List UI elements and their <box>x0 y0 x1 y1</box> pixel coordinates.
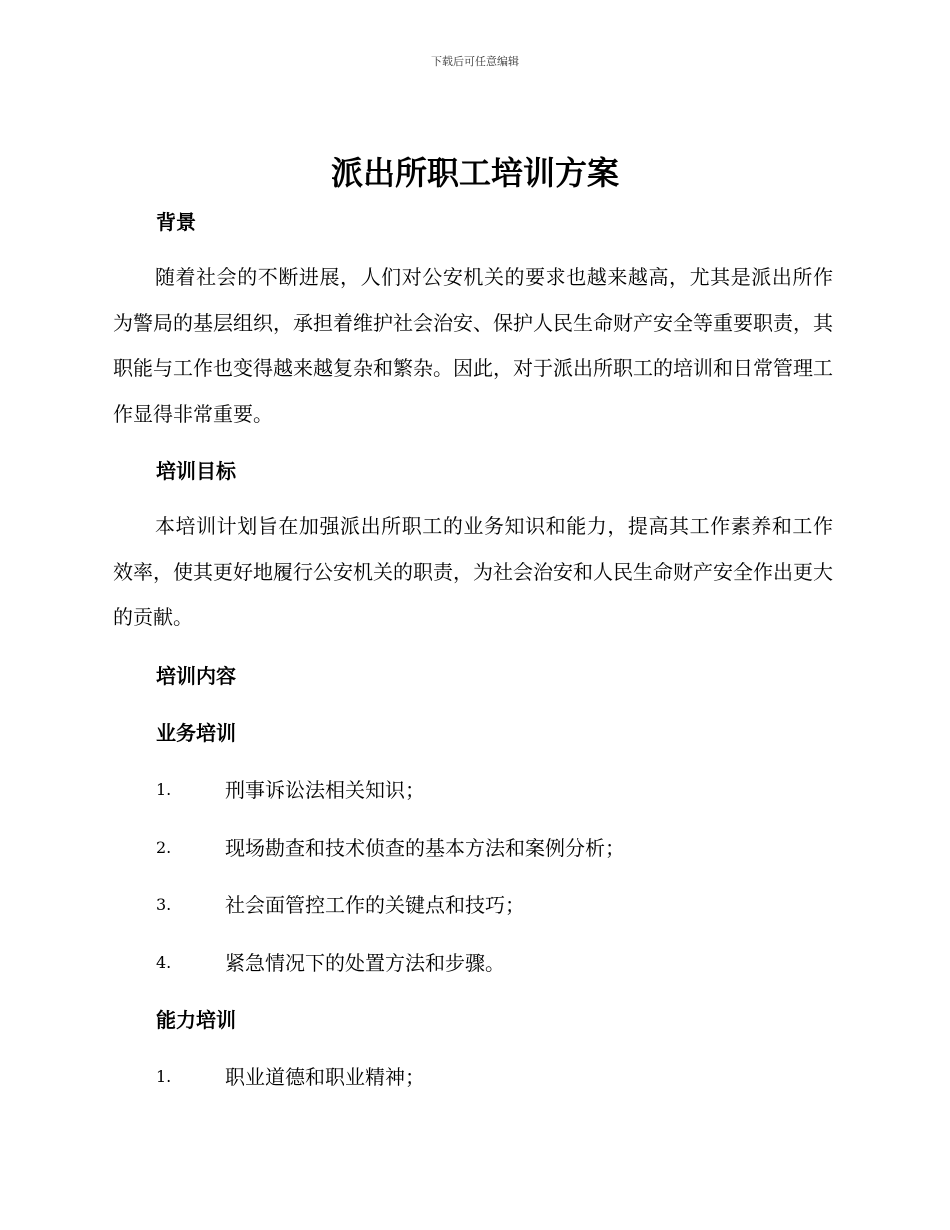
business-list-item <box>156 833 836 863</box>
list-text: 现场勘查和技术侦查的基本方法和案例分析； <box>225 836 625 860</box>
goals-paragraph: 本培训计划旨在加强派出所职工的业务知识和能力，提高其工作素养和工作效率，使其更好地履行公安机关的职责，为社会治安和人民生命财产安全作出更大的贡献。 <box>113 514 833 629</box>
list-number: 1. <box>156 1067 172 1086</box>
business-list-item <box>156 775 836 805</box>
subsection-heading-business: 业务培训 <box>156 721 236 745</box>
document-title: 派出所职工培训方案 <box>330 154 619 192</box>
list-text: 刑事诉讼法相关知识； <box>225 778 425 802</box>
list-text: 社会面管控工作的关键点和技巧； <box>225 893 525 917</box>
section-heading-background: 背景 <box>156 210 196 234</box>
business-list-item <box>156 948 836 978</box>
list-number: 2. <box>156 838 172 857</box>
subsection-heading-ability: 能力培训 <box>156 1008 236 1032</box>
list-number: 3. <box>156 895 172 914</box>
ability-list-item <box>156 1062 836 1092</box>
page-header-note: 下载后可任意编辑 <box>431 55 519 68</box>
list-text: 紧急情况下的处置方法和步骤。 <box>225 951 505 975</box>
business-list-item <box>156 890 836 920</box>
list-text: 职业道德和职业精神； <box>225 1065 425 1089</box>
list-number: 4. <box>156 953 172 972</box>
section-heading-content: 培训内容 <box>156 664 236 688</box>
background-paragraph: 随着社会的不断进展，人们对公安机关的要求也越来越高，尤其是派出所作为警局的基层组织，承担着维护社会治安、保护人民生命财产安全等重要职责，其职能与工作也变得越来越复杂和繁杂。因此，对于派出所职工的培训和日常管理工作显得非常重要。 <box>113 265 833 426</box>
list-number: 1. <box>156 780 172 799</box>
section-heading-goals: 培训目标 <box>156 459 236 483</box>
